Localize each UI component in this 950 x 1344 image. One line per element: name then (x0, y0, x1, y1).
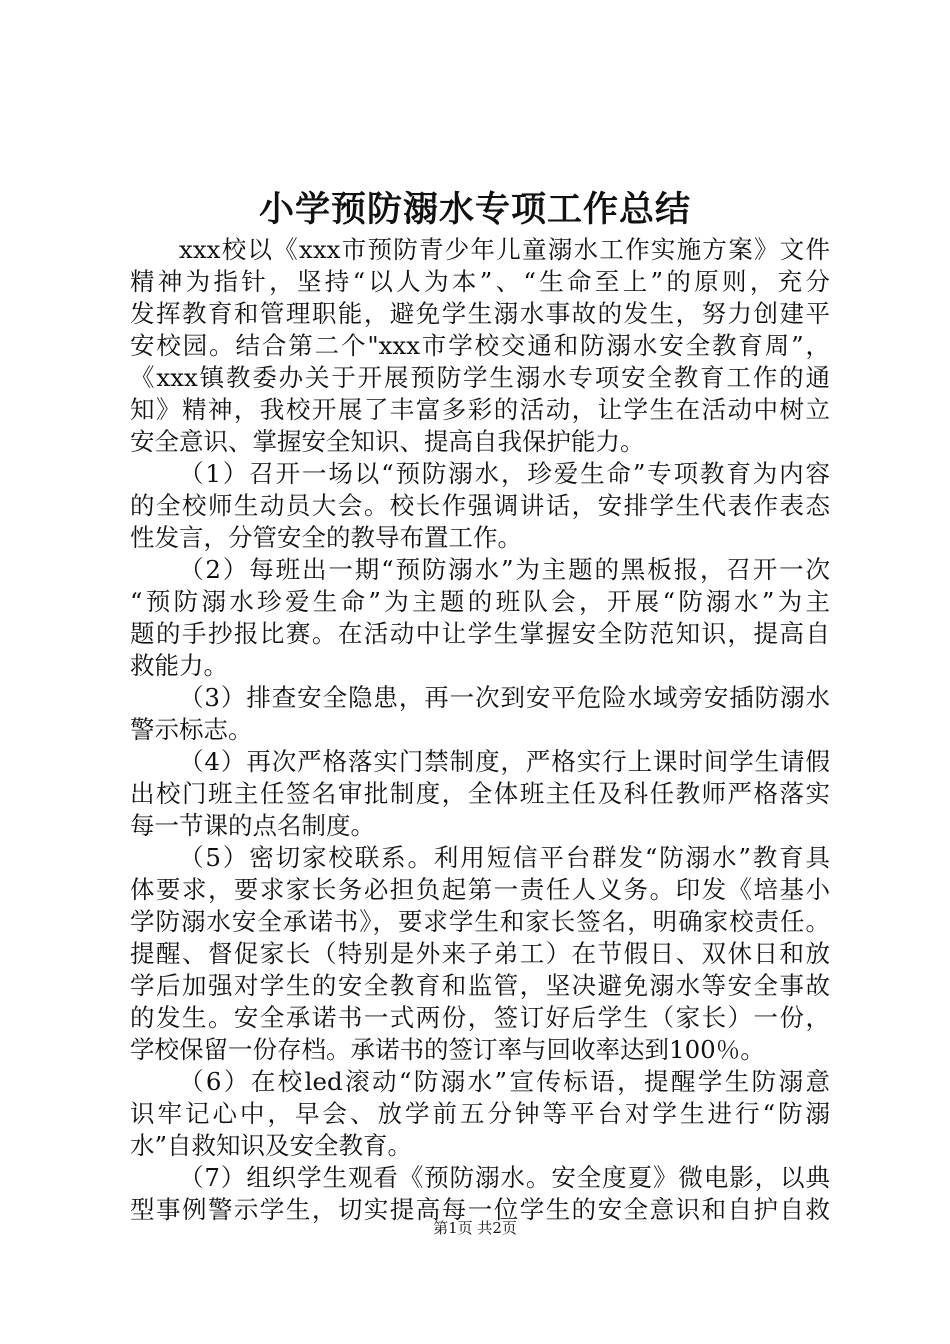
body-text-line: 救能力。 (130, 651, 228, 680)
body-text-line: 精神为指针，坚持“以人为本”、“生命至上”的原则，充分 (130, 267, 830, 296)
body-text-line: 的发生。安全承诺书一式两份，签订好后学生（家长）一份， (130, 1003, 830, 1032)
body-text-line: （4）再次严格落实门禁制度，严格实行上课时间学生请假 (179, 747, 830, 776)
body-text-line: 安校园。结合第二个"xxx市学校交通和防溺水安全教育周”， (130, 331, 830, 360)
document-body (130, 234, 830, 1226)
body-text-line: 安全意识、掌握安全知识、提高自我保护能力。 (130, 427, 645, 456)
body-text-line: 水”自救知识及安全教育。 (130, 1131, 413, 1160)
body-text-line: （7）组织学生观看《预防溺水。安全度夏》微电影，以典 (179, 1163, 830, 1192)
body-text-line: 性发言，分管安全的教导布置工作。 (130, 523, 522, 552)
body-text-line: （2）每班出一期“预防溺水”为主题的黑板报，召开一次 (179, 555, 830, 584)
body-text-line: 学校保留一份存档。承诺书的签订率与回收率达到100％。 (130, 1035, 765, 1064)
body-text-line: 型事例警示学生，切实提高每一位学生的安全意识和自护自救 (130, 1195, 830, 1224)
body-text-line: 《xxx镇教委办关于开展预防学生溺水专项安全教育工作的通 (130, 363, 830, 392)
body-text-line: “预防溺水珍爱生命”为主题的班队会，开展“防溺水”为主 (130, 587, 830, 616)
body-text-line: 每一节课的点名制度。 (130, 811, 375, 840)
body-text-line: （1）召开一场以“预防溺水，珍爱生命”专项教育为内容 (179, 459, 830, 488)
body-text-line: xxx校以《xxx市预防青少年儿童溺水工作实施方案》文件 (179, 235, 830, 264)
body-text-line: 学防溺水安全承诺书》，要求学生和家长签名，明确家校责任。 (130, 907, 830, 936)
body-text-line: 学后加强对学生的安全教育和监管，坚决避免溺水等安全事故 (130, 971, 830, 1000)
body-text-line: 知》精神，我校开展了丰富多彩的活动，让学生在活动中树立 (130, 395, 830, 424)
body-text-line: 出校门班主任签名审批制度，全体班主任及科任教师严格落实 (130, 779, 830, 808)
body-text-line: 题的手抄报比赛。在活动中让学生掌握安全防范知识，提高自 (130, 619, 830, 648)
document-title: 小学预防溺水专项工作总结 (258, 189, 691, 230)
body-text-line: 提醒、督促家长（特别是外来子弟工）在节假日、双休日和放 (130, 939, 830, 968)
body-text-line: （5）密切家校联系。利用短信平台群发“防溺水”教育具 (179, 843, 830, 872)
body-text-line: 识牢记心中，早会、放学前五分钟等平台对学生进行“防溺 (130, 1099, 830, 1128)
page-number-footer: 第1页 共2页 (433, 1219, 517, 1237)
body-text-line: 体要求，要求家长务必担负起第一责任人义务。印发《培基小 (130, 875, 830, 904)
body-text-line: 发挥教育和管理职能，避免学生溺水事故的发生，努力创建平 (130, 299, 830, 328)
body-text-line: （3）排查安全隐患，再一次到安平危险水域旁安插防溺水 (179, 683, 830, 712)
body-text-line: 的全校师生动员大会。校长作强调讲话，安排学生代表作表态 (130, 491, 830, 520)
body-text-line: （6）在校led滚动“防溺水”宣传标语，提醒学生防溺意 (179, 1067, 830, 1096)
body-text-line: 警示标志。 (130, 715, 253, 744)
